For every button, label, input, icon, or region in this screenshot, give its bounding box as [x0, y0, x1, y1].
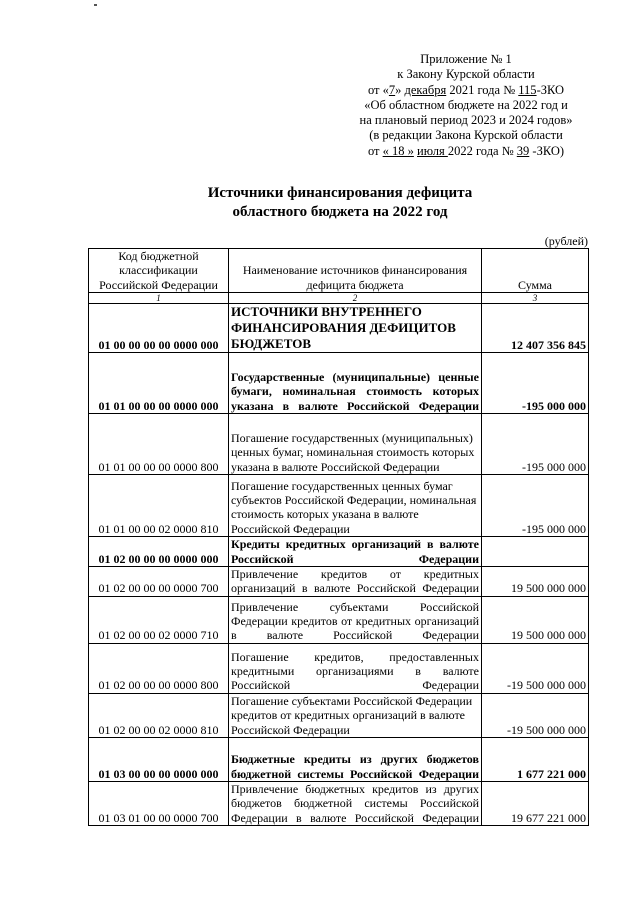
row-name: Погашение государственных (муниципальных) ценных бумаг, номинальная стоимость которых указана в валюте Российской Федерации: [229, 414, 482, 475]
appendix-line-5: на плановый период 2023 и 2024 годов»: [359, 113, 573, 128]
appendix-block: [336, 52, 596, 159]
title-line-2: областного бюджета на 2022 год: [232, 204, 448, 220]
table-row: [89, 353, 589, 414]
column-numbers-row: [89, 293, 589, 304]
row-amount: -195 000 000: [482, 414, 589, 475]
row-code: 01 02 00 00 02 0000 810: [89, 693, 229, 737]
table-row: [89, 567, 589, 597]
row-code: 01 03 00 00 00 0000 000: [89, 738, 229, 782]
row-name: Погашение государственных ценных бумаг субъектов Российской Федерации, номинальная стоимость которых указана в валюте Российской Федерации: [229, 475, 482, 537]
row-name: ИСТОЧНИКИ ВНУТРЕННЕГО ФИНАНСИРОВАНИЯ ДЕФИЦИТОВ БЮДЖЕТОВ: [229, 304, 482, 353]
column-number-3: 3: [482, 293, 589, 304]
table-row: [89, 537, 589, 567]
row-amount: -195 000 000: [482, 475, 589, 537]
header-amount: Сумма: [482, 249, 589, 293]
table-row: [89, 693, 589, 737]
row-code: 01 01 00 00 02 0000 810: [89, 475, 229, 537]
row-name: Государственные (муниципальные) ценные бумаги, номинальная стоимость которых указана в валюте Российской Федерации: [229, 353, 482, 414]
row-name: Кредиты кредитных организаций в валюте Российской Федерации: [229, 537, 482, 567]
page-title: [120, 184, 560, 222]
row-name: Погашение субъектами Российской Федерации кредитов от кредитных организаций в валюте Российской Федерации: [229, 693, 482, 737]
row-code: 01 02 00 00 00 0000 800: [89, 643, 229, 693]
appendix-line-6: (в редакции Закона Курской области: [369, 128, 563, 143]
row-code: 01 01 00 00 00 0000 000: [89, 353, 229, 414]
row-name: Привлечение бюджетных кредитов из других бюджетов бюджетной системы Российской Федерации в валюте Российской Федерации: [229, 782, 482, 826]
row-code: 01 02 00 00 02 0000 710: [89, 596, 229, 643]
row-amount: -19 500 000 000: [482, 643, 589, 693]
header-row: [89, 249, 589, 293]
scan-mark: [94, 4, 97, 6]
row-amount: -19 500 000 000: [482, 693, 589, 737]
row-amount: [482, 537, 589, 567]
row-code: 01 03 01 00 00 0000 700: [89, 782, 229, 826]
appendix-line-4: «Об областном бюджете на 2022 год и: [364, 97, 568, 112]
table-row: [89, 782, 589, 826]
table-row: [89, 596, 589, 643]
row-name: Привлечение кредитов от кредитных организаций в валюте Российской Федерации: [229, 567, 482, 597]
row-name: Привлечение субъектами Российской Федерации кредитов от кредитных организаций в валюте Российской Федерации: [229, 596, 482, 643]
row-amount: 19 677 221 000: [482, 782, 589, 826]
row-name: Бюджетные кредиты из других бюджетов бюджетной системы Российской Федерации: [229, 738, 482, 782]
title-line-1: Источники финансирования дефицита: [207, 185, 473, 201]
row-amount: 19 500 000 000: [482, 596, 589, 643]
appendix-line-2: к Закону Курской области: [397, 67, 535, 82]
units-label: (рублей): [544, 234, 588, 248]
appendix-line-7: от « 18 » июля 2022 года № 39 -ЗКО): [367, 143, 565, 158]
header-name: Наименование источников финансирования дефицита бюджета: [229, 249, 482, 293]
row-amount: 12 407 356 845: [482, 304, 589, 353]
table-row: [89, 414, 589, 475]
sources-table: [88, 248, 589, 826]
row-amount: 19 500 000 000: [482, 567, 589, 597]
header-code: Код бюджетной классификации Российской Федерации: [89, 249, 229, 293]
table-row: [89, 304, 589, 353]
row-code: 01 01 00 00 00 0000 800: [89, 414, 229, 475]
row-name: Погашение кредитов, предоставленных кредитными организациями в валюте Российской Федерации: [229, 643, 482, 693]
table-row: [89, 738, 589, 782]
row-amount: 1 677 221 000: [482, 738, 589, 782]
column-number-2: 2: [229, 293, 482, 304]
row-code: 01 00 00 00 00 0000 000: [89, 304, 229, 353]
column-number-1: 1: [89, 293, 229, 304]
table-row: [89, 643, 589, 693]
appendix-line-3: от «7» декабря 2021 года № 115-ЗКО: [367, 82, 565, 97]
row-code: 01 02 00 00 00 0000 000: [89, 537, 229, 567]
appendix-line-1: Приложение № 1: [420, 52, 512, 66]
row-amount: -195 000 000: [482, 353, 589, 414]
table-row: [89, 475, 589, 537]
row-code: 01 02 00 00 00 0000 700: [89, 567, 229, 597]
